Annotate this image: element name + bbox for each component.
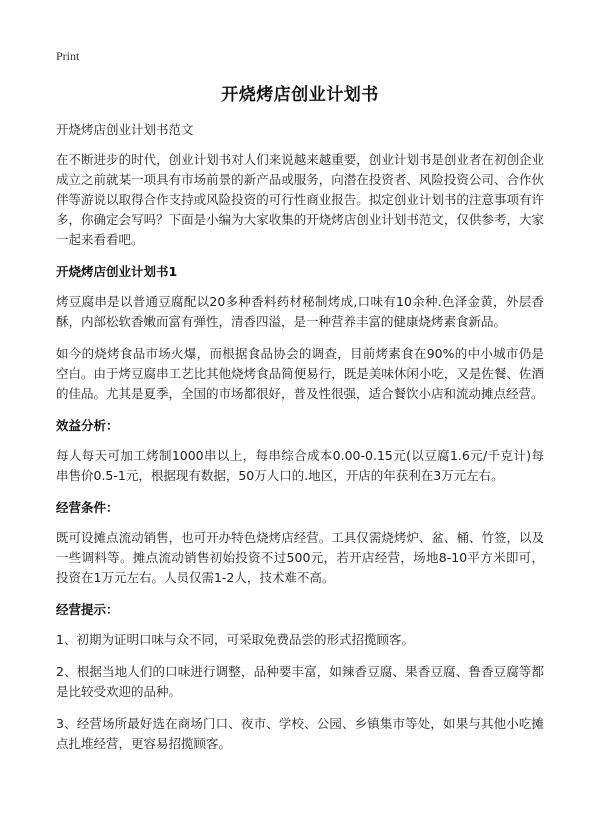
product-paragraph: 烤豆腐串是以普通豆腐配以20多种香料药材秘制烤成,口味有10余种.色泽金黄，外层香酥，内部松软香嫩而富有弹性，清香四溢，是一种营养丰富的健康烧烤素食新品。: [56, 294, 544, 329]
market-paragraph: 如今的烧烤食品市场火爆，而根据食品协会的调查，目前烤素食在90%的中小城市仍是空白。由于烤豆腐串工艺比其他烧烤食品简便易行，既是美味休闲小吃，又是佐餐、佐酒的佳品。尤其是夏季，全国的市场都很好，普及性很强，适合餐饮小店和流动摊点经营。: [56, 346, 544, 401]
print-link[interactable]: Print: [56, 49, 80, 63]
section-heading-tips: 经营提示：: [56, 602, 119, 617]
document-subtitle: 开烧烤店创业计划书范文: [56, 122, 194, 137]
tip-item: 2、根据当地人们的口味进行调整，品种要丰富，如辣香豆腐、果香豆腐、鲁香豆腐等都是比较受欢迎的品种。: [56, 664, 544, 699]
intro-paragraph: 在不断进步的时代，创业计划书对人们来说越来越重要，创业计划书是创业者在初创企业成立之前就某一项具有市场前景的新产品或服务，向潜在投资者、风险投资公司、合作伙伴等游说以取得合作支持或风险投资的可行性商业报告。拟定创业计划书的注意事项有许多，你确定会写吗？下面是小编为大家收集的开烧烤店创业计划书范文，仅供参考，大家一起来看看吧。: [56, 152, 544, 247]
section-heading-conditions: 经营条件：: [56, 500, 119, 515]
section-heading-plan1: 开烧烤店创业计划书1: [56, 264, 178, 279]
page-title: 开烧烤店创业计划书: [221, 85, 379, 105]
benefit-paragraph: 每人每天可加工烤制1000串以上，每串综合成本0.00-0.15元(以豆腐1.6元/千克计)每串售价0.5-1元，根据现有数据，50万人口的.地区，开店的年获利在3万元左右。: [56, 448, 544, 483]
conditions-paragraph: 既可设摊点流动销售，也可开办特色烧烤店经营。工具仅需烧烤炉、盆、桶、竹签，以及一些调料等。摊点流动销售初始投资不过500元，若开店经营，场地8-10平方米即可，投资在1万元左右。人员仅需1-2人，技术难不高。: [56, 530, 544, 585]
document-body: [56, 120, 544, 766]
tip-item: 3、经营场所最好选在商场门口、夜市、学校、公园、乡镇集市等处，如果与其他小吃摊点扎堆经营，更容易招揽顾客。: [56, 716, 544, 751]
section-heading-benefit: 效益分析：: [56, 418, 119, 433]
tip-item: 1、初期为证明口味与众不同，可采取免费品尝的形式招揽顾客。: [56, 632, 414, 647]
